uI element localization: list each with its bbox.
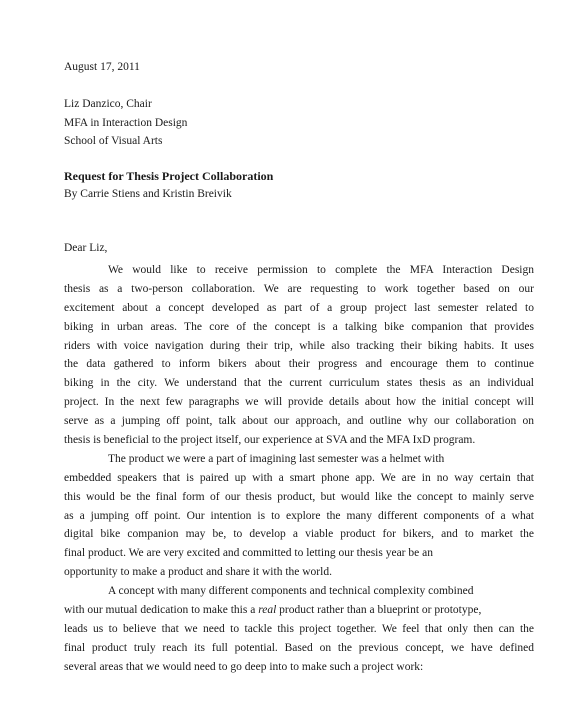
letter-salutation: Dear Liz, [64, 242, 108, 254]
body-line-with-emphasis [64, 601, 534, 620]
recipient-name: Liz Danzico, Chair [64, 98, 152, 110]
body-line: riders with voice navigation during their trip, while also tracking their biking habits. It uses [64, 339, 534, 352]
letter-body [64, 261, 534, 677]
body-line: as a jumping off point. Our intention is to explore the many different components of a what [64, 509, 534, 522]
body-line: opportunity to make a product and share it with the world. [64, 566, 332, 579]
body-line: the data gathered to inform bikers about their progress and encourage them to continue [64, 358, 534, 371]
body-line: A concept with many different components and technical complexity combined [108, 585, 474, 598]
body-line: thesis is beneficial to the project itself, our experience at SVA and the MFA IxD program. [64, 434, 476, 447]
body-line: thesis as a two-person collaboration. We are requesting to work together based on our [64, 282, 534, 295]
body-line: leads us to believe that we need to tackle this project together. We feel that only then can the [64, 622, 534, 635]
body-line: biking in the city. We understand that the current curriculum states thesis as an individual [64, 377, 534, 390]
body-line-part: product rather than a blueprint or prototype, [276, 604, 482, 617]
recipient-school: School of Visual Arts [64, 135, 163, 147]
emphasis-text: real [258, 604, 277, 617]
letter-date: August 17, 2011 [64, 61, 140, 73]
body-line: excitement about a concept developed as part of a group project last semester related to [64, 301, 534, 314]
body-line: The product we were a part of imagining last semester was a helmet with [108, 452, 445, 465]
body-line: final product truly reach its full potential. Based on the previous concept, we have defined [64, 641, 534, 654]
body-line: serve as a jumping off point, talk about our approach, and outline why our collaboration on [64, 415, 534, 428]
recipient-program: MFA in Interaction Design [64, 116, 188, 129]
body-line: this would be the final form of our thesis product, but would like the concept to mainly serve [64, 490, 534, 503]
body-line: project. In the next few paragraphs we will provide details about how the initial concept will [64, 396, 534, 409]
body-line: We would like to receive permission to complete the MFA Interaction Design [108, 264, 534, 276]
body-line: final product. We are very excited and committed to letting our thesis year be an [64, 547, 433, 560]
body-line-part: with our mutual dedication to make this a [64, 604, 259, 617]
body-line: biking in urban areas. The core of the concept is a talking bike companion that provides [64, 320, 534, 333]
body-line: digital bike companion may be, to develop a viable product for bikers, and to market the [64, 528, 534, 541]
letter-byline: By Carrie Stiens and Kristin Breivik [64, 188, 232, 200]
letter-subject: Request for Thesis Project Collaboration [64, 169, 274, 183]
recipient-address [64, 95, 187, 151]
body-line: embedded speakers that is paired up with a smart phone app. We are in no way certain that [64, 471, 534, 484]
body-line: several areas that we would need to go deep into to make such a project work: [64, 660, 424, 673]
